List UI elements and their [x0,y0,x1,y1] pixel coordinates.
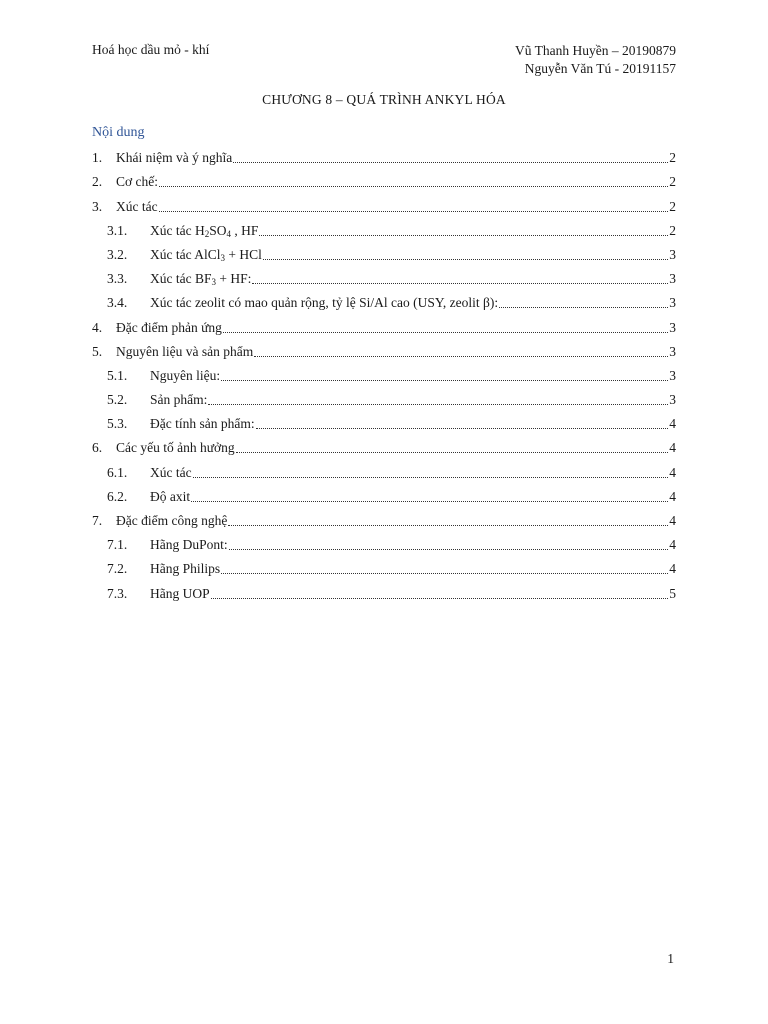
toc-entry-number: 5.2. [107,392,128,408]
toc-entry-number: 7.3. [107,585,128,601]
toc-heading: Nội dung [92,125,145,140]
toc-entry[interactable] [92,215,676,239]
toc-entry[interactable] [92,360,676,384]
toc-entry-title: Khái niệm và ý nghĩa [116,150,233,166]
toc-dot-leader [254,355,668,357]
toc-entry[interactable] [92,263,676,287]
toc-entry-title [150,271,251,287]
toc-dot-leader [236,451,669,453]
toc-entry-number: 6.1. [107,464,128,480]
toc-entry-title [150,247,262,263]
title-part: Xúc tác H [150,222,205,238]
toc-entry-number: 6. [92,440,103,456]
title-part: , HF [231,222,259,238]
toc-dot-leader [228,524,668,526]
toc-dot-leader [193,476,669,478]
toc-dot-leader [263,258,668,260]
toc-dot-leader [259,234,668,236]
toc-entry-title [150,223,258,239]
title-part: SO [209,222,227,238]
subscript: 2 [204,228,210,239]
toc-entry-title: Xúc tác zeolit có mao quản rộng, tỷ lệ Si/Al cao (USY, zeolit β): [150,295,499,311]
toc-entry-number: 5. [92,343,103,359]
toc-entry-title: Xúc tác [116,198,158,214]
toc-entry-page: 4 [669,440,676,456]
title-part: + HCl [225,246,262,262]
toc-entry[interactable] [92,553,676,577]
toc-entry-number: 2. [92,174,103,190]
table-of-contents [92,142,676,602]
toc-entry-page: 3 [669,295,676,311]
toc-entry[interactable] [92,408,676,432]
toc-entry-number: 3.1. [107,222,128,238]
toc-entry-page: 2 [669,198,676,214]
toc-entry-title: Độ axit [150,488,191,504]
toc-entry-page: 4 [669,464,676,480]
toc-dot-leader [252,282,668,284]
subscript: 3 [211,277,216,288]
toc-entry-page: 3 [669,343,676,359]
toc-entry[interactable] [92,432,676,456]
toc-entry[interactable] [92,166,676,190]
toc-entry-page: 4 [669,513,676,528]
toc-entry-page: 3 [669,271,676,287]
toc-entry[interactable] [92,384,676,408]
toc-entry-page: 4 [669,561,676,577]
toc-entry[interactable] [92,287,676,311]
toc-entry[interactable] [92,456,676,480]
toc-entry-number: 7. [92,513,103,528]
toc-entry-page: 3 [669,392,676,408]
toc-dot-leader [159,210,669,212]
toc-entry[interactable] [92,336,676,360]
toc-entry-title: Nguyên liệu: [150,367,221,383]
toc-dot-leader [233,161,668,163]
subscript: 4 [226,228,231,239]
toc-entry-title: Hãng UOP [150,585,210,601]
toc-entry-number: 3.2. [107,246,128,262]
toc-dot-leader [191,500,668,502]
toc-entry-number: 3.4. [107,295,128,311]
toc-entry[interactable] [92,190,676,214]
toc-entry-number: 7.2. [107,561,128,577]
toc-entry[interactable] [92,505,676,529]
title-part: + HF: [216,271,252,287]
title-part: Xúc tác BF [150,271,212,287]
toc-entry-number: 6.2. [107,488,128,504]
toc-entry[interactable] [92,529,676,553]
toc-entry-page: 5 [669,585,676,601]
toc-entry-number: 7.1. [107,537,128,553]
toc-entry-title: Các yếu tố ảnh hưởng [116,440,235,456]
header-author-1: Vũ Thanh Huyền – 20190879 [515,43,676,58]
toc-entry[interactable] [92,577,676,601]
toc-entry-title: Xúc tác [150,464,192,480]
toc-entry[interactable] [92,142,676,166]
toc-entry-number: 5.3. [107,416,128,432]
toc-dot-leader [221,572,668,574]
title-part: Xúc tác AlCl [150,246,221,262]
page-number: 1 [667,951,674,966]
toc-entry-title: Hãng Philips [150,561,221,577]
toc-entry-title: Đặc tính sản phẩm: [150,416,255,432]
toc-dot-leader [159,185,668,187]
toc-entry[interactable] [92,311,676,335]
toc-entry-page: 4 [669,416,676,432]
toc-entry-page: 3 [669,246,676,262]
toc-entry-number: 3.3. [107,271,128,287]
header-authors [515,42,676,78]
toc-dot-leader [211,597,669,599]
toc-entry-page: 2 [669,150,676,166]
toc-entry-number: 4. [92,319,103,335]
toc-entry-page: 2 [669,222,676,238]
toc-dot-leader [221,379,668,381]
toc-entry-page: 3 [669,367,676,383]
header-course-title: Hoá học dầu mỏ - khí [92,42,210,57]
toc-entry-title: Đặc điểm phản ứng [116,319,222,335]
toc-entry-page: 2 [669,174,676,190]
toc-entry-title: Cơ chế: [116,174,159,190]
toc-entry-title: Hãng DuPont: [150,537,228,553]
toc-entry-page: 4 [669,537,676,553]
toc-dot-leader [223,331,668,333]
toc-entry-number: 3. [92,198,103,214]
toc-entry[interactable] [92,239,676,263]
header-author-2: Nguyễn Văn Tú - 20191157 [524,61,676,76]
toc-entry-title: Đặc điểm công nghệ [116,513,228,528]
toc-entry-title: Nguyên liệu và sản phẩm [116,343,254,359]
subscript: 3 [220,252,225,263]
toc-entry-page: 4 [669,488,676,504]
toc-dot-leader [229,548,669,550]
chapter-title: CHƯƠNG 8 – QUÁ TRÌNH ANKYL HÓA [262,92,506,107]
toc-entry-page: 3 [669,319,676,335]
toc-dot-leader [208,403,668,405]
toc-entry-number: 5.1. [107,367,128,383]
toc-dot-leader [256,427,669,429]
toc-dot-leader [499,306,668,308]
toc-entry-number: 1. [92,150,103,166]
toc-entry[interactable] [92,481,676,505]
toc-entry-title: Sản phẩm: [150,392,208,408]
